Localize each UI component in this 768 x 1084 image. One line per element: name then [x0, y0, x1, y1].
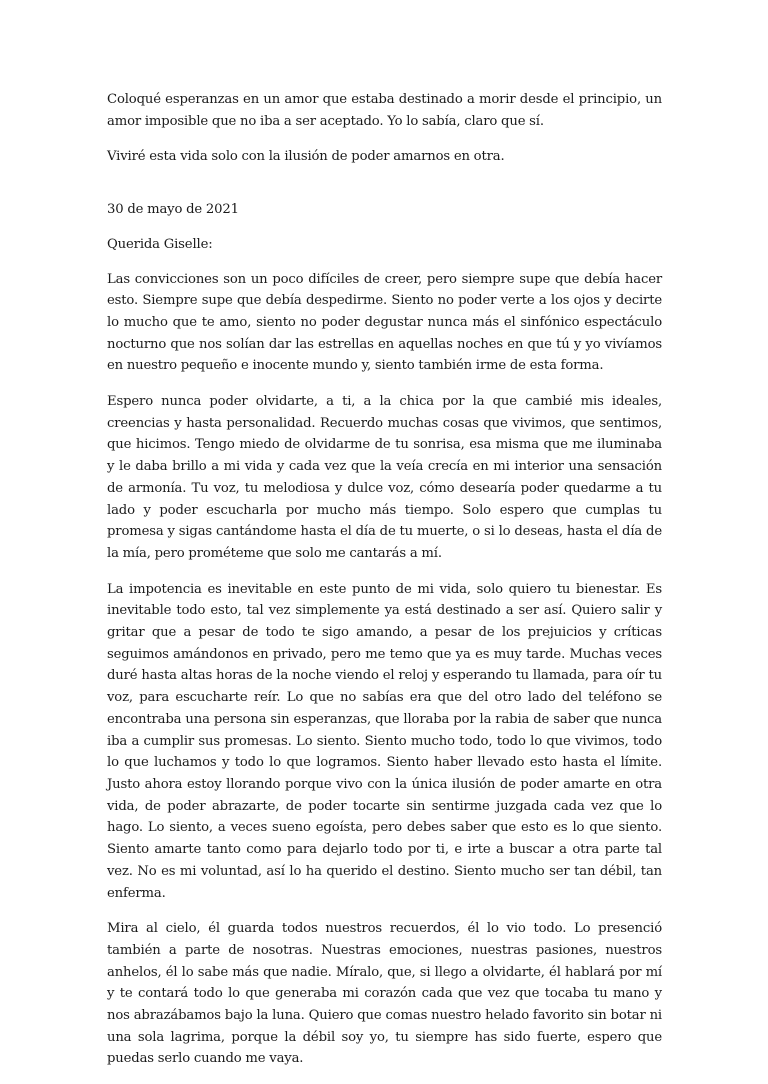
letter-paragraph: La impotencia es inevitable en este punto de mi vida, solo quiero tu bienestar. Es inevitable todo esto, tal vez simplemente ya está destinado a ser así. Quiero salir y gritar que a pesar de todo te sigo amando, a pesar de los prejuicios y críticas seguimos amándonos en privado, pero me temo que ya es muy tarde. Muchas veces duré hasta altas horas de la noche viendo el reloj y esperando tu llamada, para oír tu voz, para escucharte reír. Lo que no sabías era que del otro lado del teléfono se encontraba una persona sin esperanzas, que lloraba por la rabia de saber que nunca iba a cumplir sus promesas. Lo siento. Siento mucho todo, todo lo que vivimos, todo lo que luchamos y todo lo que logramos. Siento haber llevado esto hasta el límite. Justo ahora estoy llorando porque vivo con la única ilusión de poder amarte en otra vida, de poder abrazarte, de poder tocarte sin sentirme juzgada cada vez que lo hago. Lo siento, a veces sueno egoísta, pero debes saber que esto es lo que siento. Siento amarte tanto como para dejarlo todo por ti, e irte a buscar a otra parte tal vez. No es mi voluntad, así lo ha querido el destino. Siento mucho ser tan débil, tan enferma. — [107, 581, 662, 901]
letter-date: 30 de mayo de 2021 — [107, 202, 239, 218]
document-body — [107, 89, 662, 1084]
intro-closing-line: Viviré esta vida solo con la ilusión de poder amarnos en otra. — [107, 149, 505, 165]
letter-paragraph: Las convicciones son un poco difíciles de creer, pero siempre supe que debía hacer esto. Siempre supe que debía despedirme. Siento no poder verte a los ojos y decirte lo mucho que te amo, siento no poder degustar nunca más el sinfónico espectáculo nocturno que nos solían dar las estrellas en aquellas noches en que tú y yo vivíamos en nuestro pequeño e inocente mundo y, siento también irme de esta forma. — [107, 271, 662, 374]
letter-paragraph: Espero nunca poder olvidarte, a ti, a la chica por la que cambié mis ideales, creencias y hasta personalidad. Recuerdo muchas cosas que vivimos, que sentimos, que hicimos. Tengo miedo de olvidarme de tu sonrisa, esa misma que me iluminaba y le daba brillo a mi vida y cada vez que la veía crecía en mi interior una sensación de armonía. Tu voz, tu melodiosa y dulce voz, cómo desearía poder quedarme a tu lado y poder escucharla por mucho más tiempo. Solo espero que cumplas tu promesa y sigas cantándome hasta el día de tu muerte, o si lo deseas, hasta el día de la mía, pero prométeme que solo me cantarás a mí. — [107, 394, 662, 561]
letter-greeting: Querida Giselle: — [107, 236, 213, 252]
letter-paragraph: Mira al cielo, él guarda todos nuestros recuerdos, él lo vio todo. Lo presenció también a parte de nosotras. Nuestras emociones, nuestras pasiones, nuestros anhelos, él lo sabe más que nadie. Míralo, que, si llego a olvidarte, él hablará por mí y te contará todo lo que generaba mi corazón cada que vez que tocaba tu mano y nos abrazábamos bajo la luna. Quiero que comas nuestro helado favorito sin botar ni una sola lagrima, porque la débil soy yo, tu siempre has sido fuerte, espero que puedas serlo cuando me vaya. — [107, 921, 662, 1067]
intro-paragraph: Coloqué esperanzas en un amor que estaba destinado a morir desde el principio, un amor imposible que no iba a ser aceptado. Yo lo sabía, claro que sí. — [107, 92, 662, 129]
